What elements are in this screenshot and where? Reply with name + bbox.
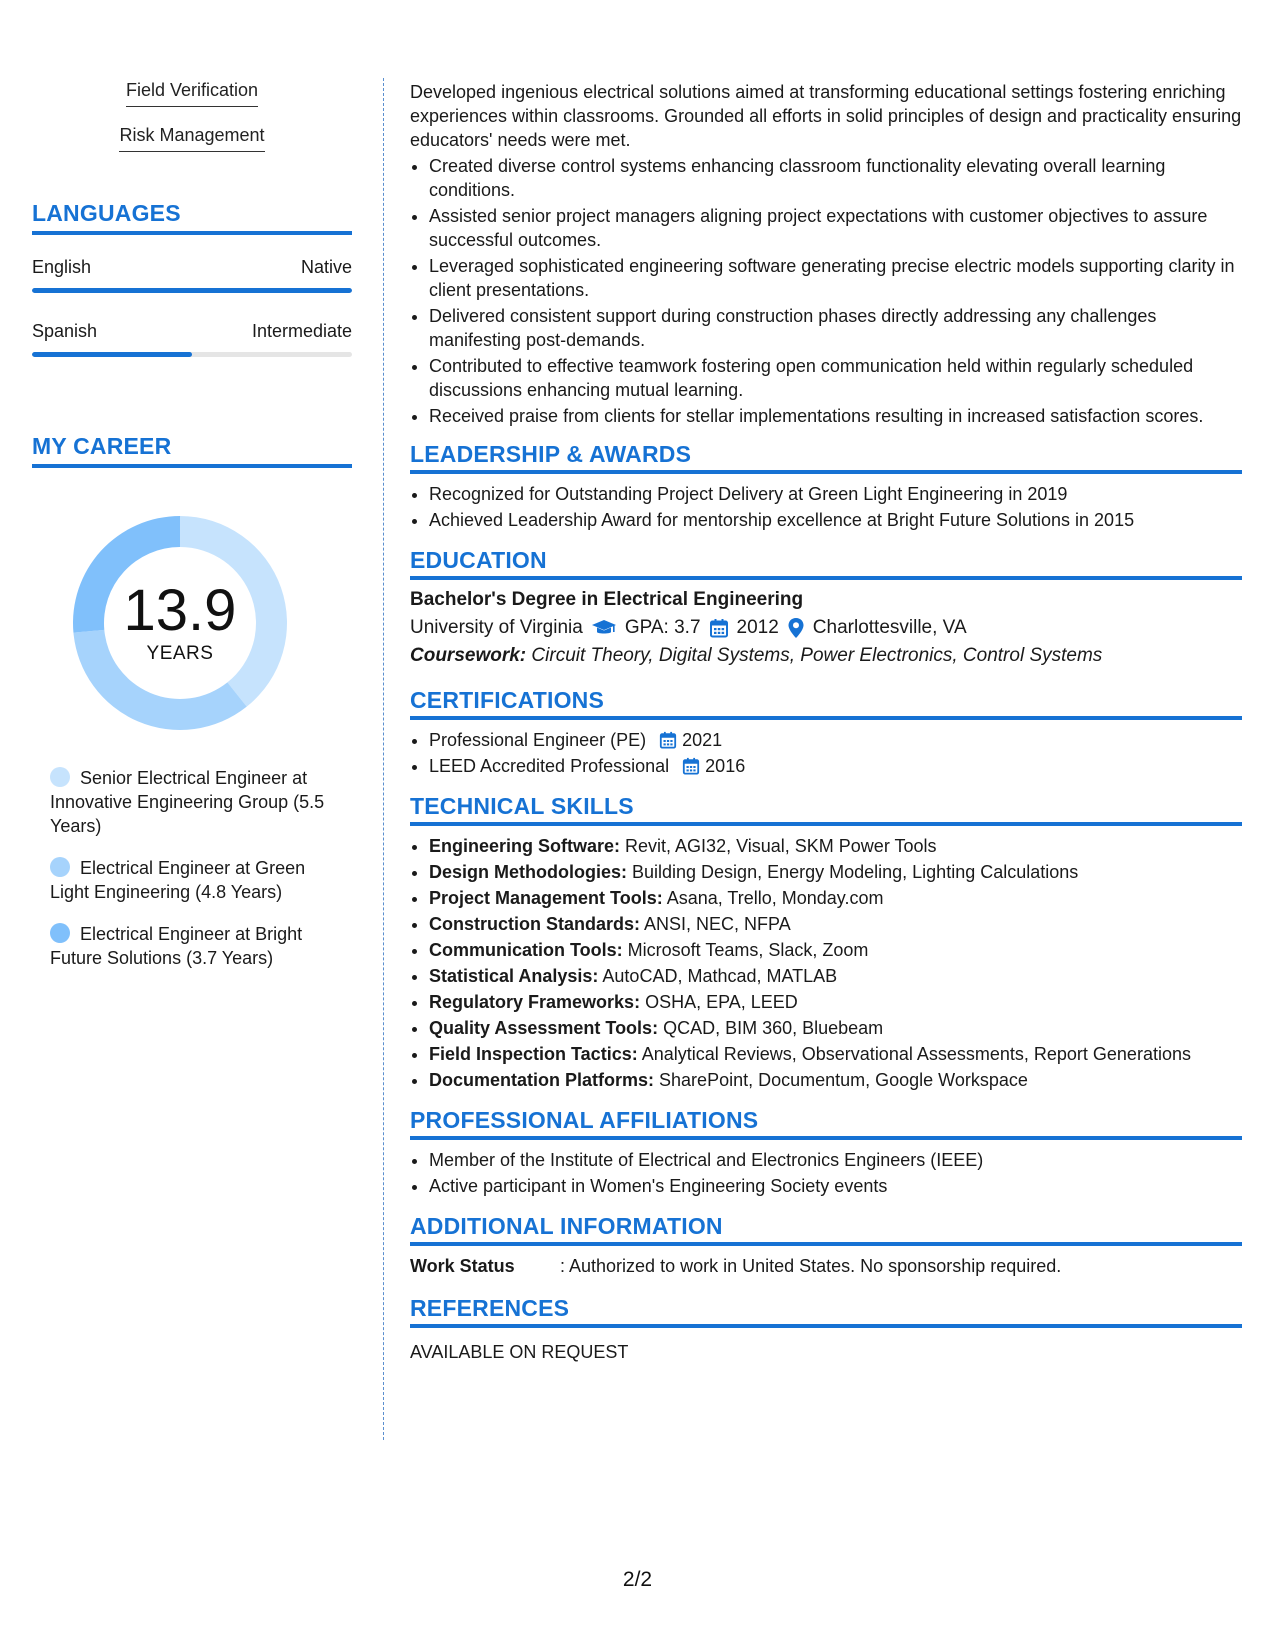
career-legend-text: Electrical Engineer at Green Light Engineering (4.8 Years)	[50, 858, 306, 902]
technical-item	[429, 1016, 1242, 1040]
technical-label: Project Management Tools:	[429, 888, 663, 908]
certification-name: Professional Engineer (PE)	[429, 730, 647, 750]
affiliations-title: PROFESSIONAL AFFILIATIONS	[410, 1108, 1242, 1140]
certification-year: 2021	[682, 730, 723, 750]
technical-label: Regulatory Frameworks:	[429, 992, 641, 1012]
leadership-item: • Recognized for Outstanding Project Delivery at Green Light Engineering in 2019	[429, 482, 1242, 506]
certifications-section	[410, 688, 1242, 778]
education-title: EDUCATION	[410, 548, 1242, 580]
career-legend-item	[50, 922, 340, 970]
page-number: 2/2	[622, 1568, 653, 1591]
technical-item	[429, 938, 1242, 962]
affiliations-list	[410, 1148, 1242, 1198]
certification-name: LEED Accredited Professional	[429, 756, 670, 776]
skill-tag: Field Verification	[126, 78, 258, 107]
language-level: Intermediate	[251, 321, 352, 341]
legend-dot	[50, 767, 70, 787]
technical-label: Field Inspection Tactics:	[429, 1044, 638, 1064]
technical-value: QCAD, BIM 360, Bluebeam	[658, 1018, 884, 1038]
technical-label: Construction Standards:	[429, 914, 641, 934]
language-bar-fill	[32, 352, 192, 357]
calendar-icon	[709, 618, 729, 638]
technical-label: Statistical Analysis:	[429, 966, 599, 986]
education-school: University of Virginia	[410, 617, 583, 638]
legend-dot	[50, 923, 70, 943]
education-coursework	[410, 644, 1242, 668]
technical-item	[429, 886, 1242, 910]
experience-bullet: • Contributed to effective teamwork fostering open communication held within regularly scheduled discussions enhancing mutual learning.	[429, 354, 1242, 402]
experience-bullet: • Received praise from clients for stellar implementations resulting in increased satisfaction scores.	[429, 404, 1242, 428]
career-section	[32, 433, 352, 970]
technical-label: Engineering Software:	[429, 836, 621, 856]
column-divider	[383, 78, 384, 1440]
career-title: MY CAREER	[32, 433, 352, 468]
donut-center	[65, 508, 295, 738]
technical-value: ANSI, NEC, NFPA	[640, 914, 791, 934]
technical-label: Quality Assessment Tools:	[429, 1018, 659, 1038]
technical-item	[429, 860, 1242, 884]
coursework-list: Circuit Theory, Digital Systems, Power Electronics, Control Systems	[531, 645, 1103, 666]
leadership-item: • Achieved Leadership Award for mentorship excellence at Bright Future Solutions in 2015	[429, 508, 1242, 532]
references-section	[410, 1296, 1242, 1364]
career-legend-item	[50, 856, 340, 904]
language-bar	[32, 288, 352, 293]
references-title: REFERENCES	[410, 1296, 1242, 1328]
career-legend-item	[50, 766, 340, 838]
career-unit: YEARS	[146, 643, 214, 664]
map-pin-icon	[787, 617, 805, 639]
skill-tag: Risk Management	[119, 123, 264, 152]
technical-value: AutoCAD, Mathcad, MATLAB	[598, 966, 838, 986]
leadership-section	[410, 442, 1242, 532]
certifications-title: CERTIFICATIONS	[410, 688, 1242, 720]
work-status-value: : Authorized to work in United States. No sponsorship required.	[560, 1256, 1062, 1276]
language-name: English	[32, 257, 92, 277]
technical-item	[429, 834, 1242, 858]
languages-section	[32, 200, 352, 357]
technical-label: Documentation Platforms:	[429, 1070, 655, 1090]
language-bar-fill	[32, 288, 352, 293]
language-level: Native	[300, 257, 352, 277]
graduation-cap-icon	[591, 618, 617, 638]
technical-value: Asana, Trello, Monday.com	[662, 888, 884, 908]
technical-item	[429, 990, 1242, 1014]
legend-dot	[50, 857, 70, 877]
technical-value: Microsoft Teams, Slack, Zoom	[622, 940, 869, 960]
certification-item	[429, 754, 1242, 778]
references-text: AVAILABLE ON REQUEST	[410, 1342, 629, 1362]
language-row	[32, 257, 352, 278]
technical-item	[429, 1068, 1242, 1092]
work-status-row	[410, 1254, 1242, 1278]
technical-item	[429, 912, 1242, 936]
certifications-list	[410, 728, 1242, 778]
work-status-label: Work Status	[410, 1256, 515, 1276]
career-legend-text: Senior Electrical Engineer at Innovative Engineering Group (5.5 Years)	[50, 768, 325, 836]
language-row	[32, 321, 352, 342]
certification-item	[429, 728, 1242, 752]
education-year: 2012	[736, 617, 779, 638]
technical-section	[410, 794, 1242, 1092]
experience-bullet: • Created diverse control systems enhancing classroom functionality elevating overall learning conditions.	[429, 154, 1242, 202]
calendar-icon	[682, 757, 700, 775]
language-name: Spanish	[32, 321, 98, 341]
languages-title: LANGUAGES	[32, 200, 352, 235]
experience-bullet: • Delivered consistent support during construction phases directly addressing any challenges manifesting post-demands.	[429, 304, 1242, 352]
certification-year: 2016	[705, 756, 746, 776]
calendar-icon	[659, 731, 677, 749]
coursework-label: Coursework:	[410, 645, 527, 666]
career-legend	[32, 766, 352, 970]
technical-label: Design Methodologies:	[429, 862, 627, 882]
leadership-list	[410, 482, 1242, 532]
technical-item	[429, 1042, 1242, 1066]
technical-item	[429, 964, 1242, 988]
education-degree: Bachelor's Degree in Electrical Engineering	[410, 589, 804, 610]
additional-section	[410, 1214, 1242, 1278]
technical-label: Communication Tools:	[429, 940, 623, 960]
technical-list	[410, 834, 1242, 1092]
affiliations-section	[410, 1108, 1242, 1198]
technical-value: Building Design, Energy Modeling, Lighting Calculations	[627, 862, 1079, 882]
experience-bullet: • Leveraged sophisticated engineering software generating precise electric models supporting clarity in client presentations.	[429, 254, 1242, 302]
technical-value: OSHA, EPA, LEED	[640, 992, 798, 1012]
left-column	[32, 78, 352, 988]
education-details	[410, 616, 1242, 640]
technical-value: Analytical Reviews, Observational Assessments, Report Generations	[637, 1044, 1191, 1064]
education-location: Charlottesville, VA	[812, 617, 967, 638]
technical-value: SharePoint, Documentum, Google Workspace	[654, 1070, 1028, 1090]
career-total: 13.9	[123, 578, 237, 643]
technical-value: Revit, AGI32, Visual, SKM Power Tools	[620, 836, 937, 856]
experience-bullets	[410, 154, 1242, 428]
technical-title: TECHNICAL SKILLS	[410, 794, 1242, 826]
right-column	[410, 80, 1242, 1364]
affiliation-item: • Member of the Institute of Electrical and Electronics Engineers (IEEE)	[429, 1148, 1242, 1172]
additional-title: ADDITIONAL INFORMATION	[410, 1214, 1242, 1246]
career-donut-chart	[65, 508, 295, 738]
leadership-title: LEADERSHIP & AWARDS	[410, 442, 1242, 474]
experience-intro: Developed ingenious electrical solutions aimed at transforming educational settings fostering enriching experiences within classrooms. Grounded all efforts in solid principles of design and practicality ensuring educators' needs were met.	[410, 82, 1242, 150]
affiliation-item: • Active participant in Women's Engineering Society events	[429, 1174, 1242, 1198]
experience-bullet: • Assisted senior project managers aligning project expectations with customer objectives to assure successful outcomes.	[429, 204, 1242, 252]
education-gpa: GPA: 3.7	[624, 617, 701, 638]
career-legend-text: Electrical Engineer at Bright Future Solutions (3.7 Years)	[50, 924, 303, 968]
language-bar	[32, 352, 352, 357]
education-section	[410, 548, 1242, 668]
